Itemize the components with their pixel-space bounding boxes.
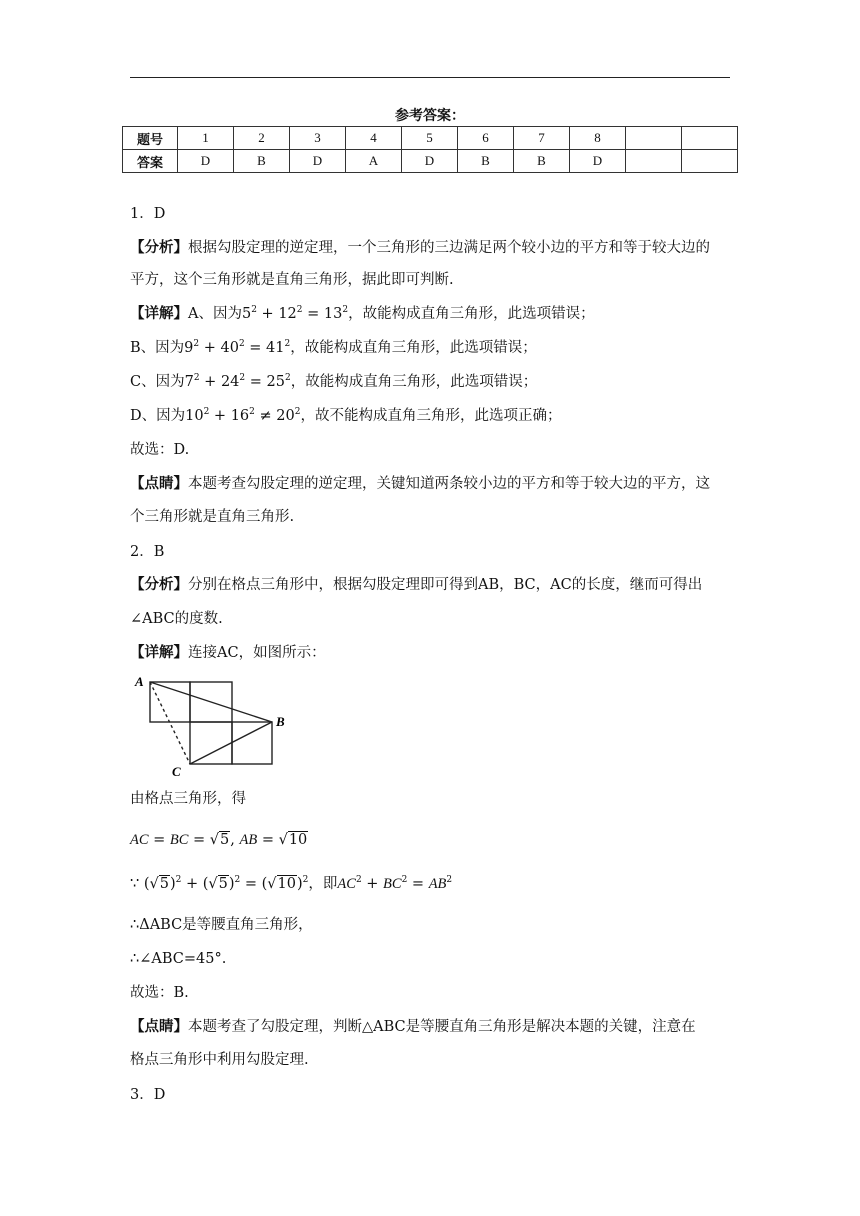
table-cell: D (290, 150, 346, 173)
q1-detail-a: 【详解】A、因为$5^2 + 12^2 = 13^2$，故能构成直角三角形，此选项错误； (130, 305, 595, 322)
table-cell: B (458, 150, 514, 173)
page-title: 参考答案： (395, 108, 465, 124)
q1-analysis: 【分析】根据勾股定理的逆定理，一个三角形的三边满足两个较小边的平方和等于较大边的 (130, 239, 710, 256)
q2-isosceles: ∴ΔABC是等腰直角三角形， (130, 917, 313, 933)
table-cell: 5 (402, 127, 458, 150)
q1-detail-d: D、因为$10^2 + 16^2 \ne 20^2$，故不能构成直角三角形，此选项正确； (130, 407, 562, 424)
table-cell: 1 (178, 127, 234, 150)
q2-lengths: AC = BC = √5, AB = √10 (130, 832, 308, 848)
table-cell (626, 150, 682, 173)
q2-angle: ∴∠ABC=45°. (130, 951, 227, 967)
q1-comment: 【点睛】本题考查勾股定理的逆定理，关键知道两条较小边的平方和等于较大边的平方，这 (130, 475, 710, 492)
table-cell: 6 (458, 127, 514, 150)
table-cell: 4 (346, 127, 402, 150)
q1-heading: 1．D (130, 206, 166, 222)
q2-detail: 【详解】连接AC，如图所示： (130, 644, 326, 661)
header-rule (130, 77, 730, 78)
point-label-c: C (172, 764, 181, 778)
table-cell: 8 (570, 127, 626, 150)
q1-choose: 故选：D. (130, 442, 190, 458)
table-cell: D (178, 150, 234, 173)
q1-detail-c: C、因为$7^2 + 24^2 = 25^2$，故能构成直角三角形，此选项错误； (130, 373, 538, 390)
table-cell (626, 127, 682, 150)
q2-analysis-cont: ∠ABC的度数. (130, 611, 223, 627)
table-cell: 7 (514, 127, 570, 150)
q2-analysis: 【分析】分别在格点三角形中，根据勾股定理即可得到AB，BC，AC的长度，继而可得出 (130, 576, 703, 593)
table-row (123, 127, 738, 150)
q2-comment: 【点睛】本题考查了勾股定理，判断△ABC是等腰直角三角形是解决本题的关键，注意在 (130, 1018, 696, 1035)
q2-comment-cont: 格点三角形中利用勾股定理. (130, 1052, 309, 1068)
row-label: 题号 (123, 127, 178, 150)
table-cell (682, 150, 738, 173)
table-cell: D (570, 150, 626, 173)
table-cell (682, 127, 738, 150)
q3-heading: 3．D (130, 1087, 166, 1103)
q1-detail-b: B、因为$9^2 + 40^2 = 41^2$，故能构成直角三角形，此选项错误； (130, 339, 537, 356)
q1-comment-cont: 个三角形就是直角三角形. (130, 509, 295, 525)
point-label-a: A (135, 674, 144, 689)
point-label-b: B (276, 714, 285, 729)
table-cell: D (402, 150, 458, 173)
table-cell: B (234, 150, 290, 173)
table-cell: 2 (234, 127, 290, 150)
q2-choose: 故选：B. (130, 985, 189, 1001)
table-cell: A (346, 150, 402, 173)
table-row (123, 150, 738, 173)
q2-grid-text: 由格点三角形，得 (130, 791, 246, 807)
answer-table (122, 126, 738, 173)
table-cell: B (514, 150, 570, 173)
q2-equation: ∵ $(√5)^2 + (√5)^2 = (√10)^2$，即$AC^2 + BC^2 = AB^2$ (130, 875, 453, 892)
q2-heading: 2．B (130, 544, 165, 560)
table-cell: 3 (290, 127, 346, 150)
grid-triangle-figure (132, 672, 292, 778)
q1-analysis-cont: 平方，这个三角形就是直角三角形，据此即可判断. (130, 272, 454, 288)
row-label: 答案 (123, 150, 178, 173)
